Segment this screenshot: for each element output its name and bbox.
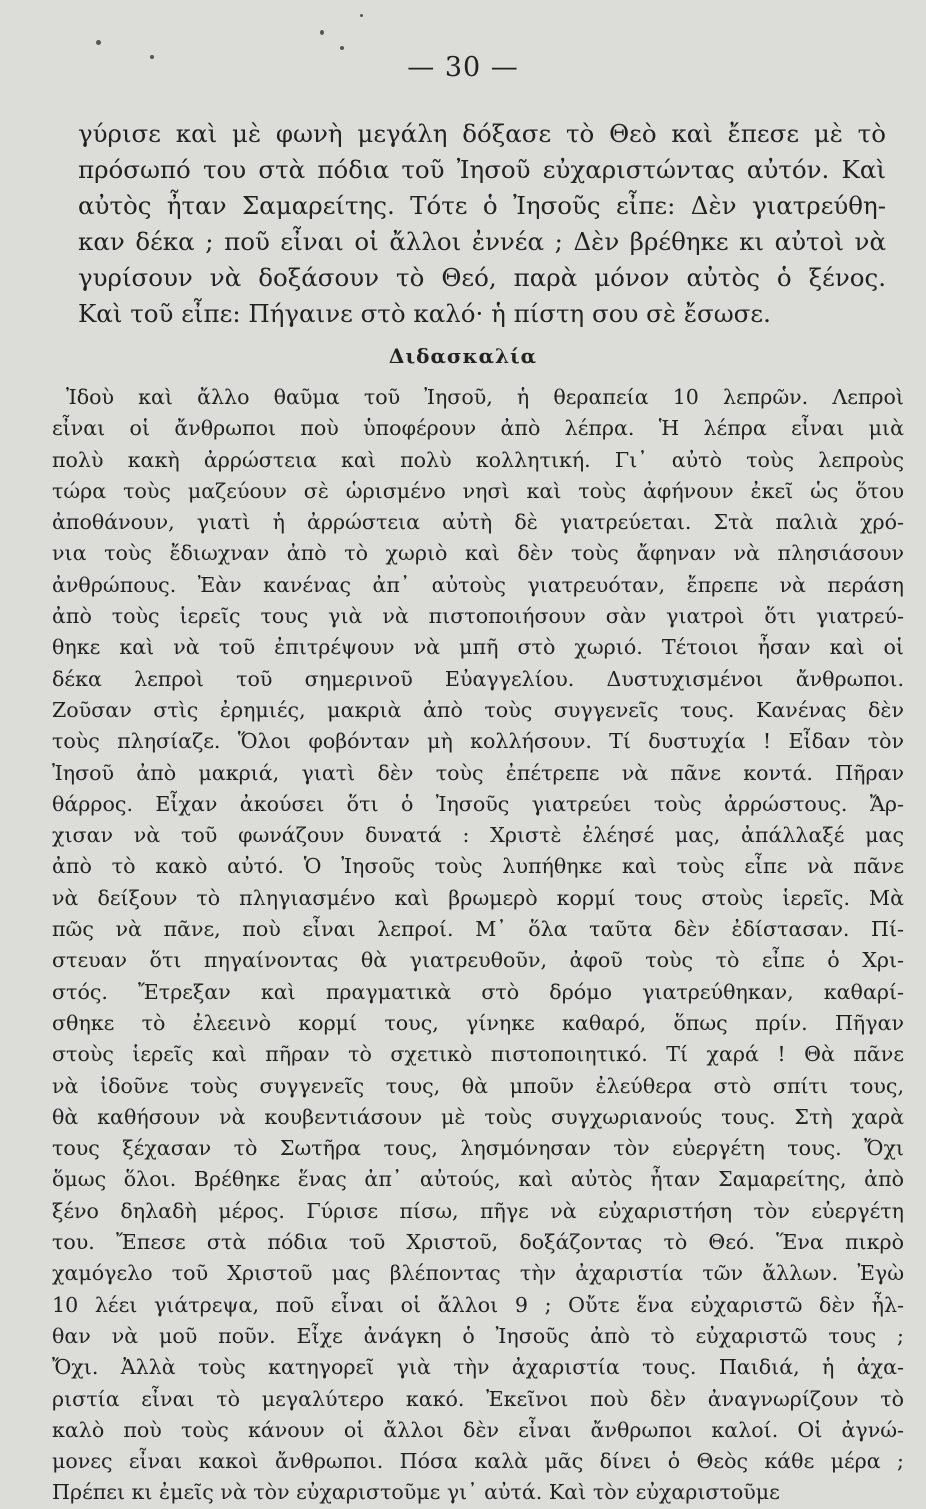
text-line: ἀπὸ τοὺς ἱερεῖς τους γιὰ νὰ πιστοποιήσουν σὰν γιατροὶ ὅτι γιατρεύ- <box>52 604 904 629</box>
text-line: σθηκε τὸ ἐλεεινὸ κορμί τους, γίνηκε καθαρό, ὅπως πρίν. Πῆγαν <box>52 1010 904 1035</box>
text-line: χισαν νὰ τοῦ φωνάζουν δυνατά : Χριστὲ ἐλέησέ μας, ἀπάλλαξέ μας <box>52 823 904 848</box>
text-line: θὰ καθήσουν νὰ κουβεντιάσουν μὲ τοὺς συγχωριανούς τους. Στὴ χαρὰ <box>52 1104 904 1129</box>
print-speck <box>320 30 324 35</box>
text-line: γύρισε καὶ μὲ φωνὴ μεγάλη δόξασε τὸ Θεὸ καὶ ἔπεσε μὲ τὸ <box>78 119 886 148</box>
text-line: αὐτὸς ἦταν Σαμαρείτης. Τότε ὁ Ἰησοῦς εἶπε: Δὲν γιατρεύθη- <box>78 191 886 220</box>
text-line: 10 λέει γιάτρεψα, ποῦ εἶναι οἱ ἄλλοι 9 ; Οὔτε ἕνα εὐχαριστῶ δὲν ἦλ- <box>52 1292 904 1317</box>
text-line: εἶναι οἱ ἄνθρωποι ποὺ ὑποφέρουν ἀπὸ λέπρα. Ἡ λέπρα εἶναι μιὰ <box>52 416 904 441</box>
paragraph-gospel-text <box>78 116 886 332</box>
section-heading: Διδασκαλία <box>388 344 538 368</box>
text-line: Πρέπει κι ἐμεῖς νὰ τὸν εὐχαριστοῦμε γι᾽ αὐτά. Καὶ τὸν εὐχαριστοῦμε <box>52 1480 780 1505</box>
text-line: ἀνθρώπους. Ἐὰν κανένας ἀπ᾽ αὐτοὺς γιατρευόταν, ἔπρεπε νὰ περάση <box>52 572 904 597</box>
text-line: στευαν ὅτι πηγαίνοντας θὰ γιατρευθοῦν, ἀφοῦ τοὺς τὸ εἶπε ὁ Χρι- <box>52 948 904 973</box>
text-line: πῶς νὰ πᾶνε, ποὺ εἶναι λεπροί. Μ᾽ ὅλα ταῦτα δὲν ἐδίστασαν. Πί- <box>52 917 904 942</box>
print-speck <box>150 55 154 59</box>
text-line: τοὺς πλησίαζε. Ὅλοι φοβόνταν μὴ κολλήσουν. Τί δυστυχία ! Εἶδαν τὸν <box>52 729 904 754</box>
text-line: Καὶ τοῦ εἶπε: Πήγαινε στὸ καλό· ἡ πίστη σου σὲ ἔσωσε. <box>78 299 771 328</box>
text-line: καν δέκα ; ποῦ εἶναι οἱ ἄλλοι ἐννέα ; Δὲν βρέθηκε κι αὐτοὶ νὰ <box>78 227 886 256</box>
print-speck <box>340 46 344 50</box>
text-line: Ἰδοὺ καὶ ἄλλο θαῦμα τοῦ Ἰησοῦ, ἡ θεραπεία 10 λεπρῶν. Λεπροὶ <box>66 385 904 409</box>
text-line: χαμόγελο τοῦ Χριστοῦ μας βλέποντας τὴν ἀχαριστία τῶν ἄλλων. Ἐγὼ <box>52 1261 904 1286</box>
text-line: νὰ ἰδοῦνε τοὺς συγγενεῖς τους, θὰ μποῦν ἐλεύθερα στὸ σπίτι τους, <box>52 1073 904 1098</box>
text-line: νια τοὺς ἔδιωχναν ἀπὸ τὸ χωριὸ καὶ δὲν τοὺς ἄφηναν νὰ πλησιάσουν <box>52 541 904 566</box>
text-line: ἀπὸ τὸ κακὸ αὐτό. Ὁ Ἰησοῦς τοὺς λυπήθηκε καὶ τοὺς εἶπε νὰ πᾶνε <box>52 854 904 879</box>
text-line: θηκε καὶ νὰ τοῦ ἐπιτρέψουν νὰ μπῆ στὸ χωριό. Τέτοιοι ἦσαν καὶ οἱ <box>52 635 904 660</box>
text-line: νὰ δείξουν τὸ πληγιασμένο καὶ βρωμερὸ κορμί τους στοὺς ἱερεῖς. Μὰ <box>52 885 904 910</box>
text-line: στός. Ἔτρεξαν καὶ πραγματικὰ στὸ δρόμο γιατρεύθηκαν, καθαρί- <box>52 979 904 1004</box>
page-number: — 30 — <box>407 52 519 83</box>
text-line: πολὺ κακὴ ἀρρώστεια καὶ πολὺ κολλητική. Γι᾽ αὐτὸ τοὺς λεπροὺς <box>52 447 904 472</box>
text-line: ξένο δηλαδὴ μέρος. Γύρισε πίσω, πῆγε νὰ εὐχαριστήση τὸν εὐεργέτη <box>52 1198 904 1223</box>
paragraph-teaching <box>52 382 904 1509</box>
text-line: καλὸ ποὺ τοὺς κάνουν οἱ ἄλλοι δὲν εἶναι ἄνθρωποι καλοί. Οἱ ἀγνώ- <box>52 1417 904 1442</box>
print-speck <box>96 40 101 45</box>
text-line: πρόσωπό του στὰ πόδια τοῦ Ἰησοῦ εὐχαριστώντας αὐτόν. Καὶ <box>78 155 886 184</box>
text-line: του. Ἔπεσε στὰ πόδια τοῦ Χριστοῦ, δοξάζοντας τὸ Θεό. Ἕνα πικρὸ <box>52 1230 904 1255</box>
text-line: Ἰησοῦ ἀπὸ μακριά, γιατὶ δὲν τοὺς ἐπέτρεπε νὰ πᾶνε κοντά. Πῆραν <box>52 760 904 785</box>
text-line: ἀποθάνουν, γιατὶ ἡ ἀρρώστεια αὐτὴ δὲ γιατρεύεται. Στὰ παλιὰ χρό- <box>52 510 904 535</box>
print-speck <box>360 14 363 17</box>
text-line: ὅμως ὅλοι. Βρέθηκε ἕνας ἀπ᾽ αὐτούς, καὶ αὐτὸς ἦταν Σαμαρείτης, ἀπὸ <box>52 1167 904 1192</box>
text-line: τώρα τοὺς μαζεύουν σὲ ὡρισμένο νησὶ καὶ τοὺς ἀφήνουν ἐκεῖ ὡς ὅτου <box>52 478 904 503</box>
text-line: θαν νὰ μοῦ ποῦν. Εἶχε ἀνάγκη ὁ Ἰησοῦς ἀπὸ τὸ εὐχαριστῶ τους ; <box>52 1323 904 1348</box>
text-line: θάρρος. Εἶχαν ἀκούσει ὅτι ὁ Ἰησοῦς γιατρεύει τοὺς ἀρρώστους. Ἄρ- <box>52 791 904 816</box>
text-line: γυρίσουν νὰ δοξάσουν τὸ Θεό, παρὰ μόνον αὐτὸς ὁ ξένος. <box>78 263 886 292</box>
text-line: Ὄχι. Ἀλλὰ τοὺς κατηγορεῖ γιὰ τὴν ἀχαριστία τους. Παιδιά, ἡ ἀχα- <box>52 1355 904 1380</box>
text-line: μονες εἶναι κακοὶ ἄνθρωποι. Πόσα καλὰ μᾶς δίνει ὁ Θεὸς κάθε μέρα ; <box>52 1449 904 1474</box>
text-line: Ζοῦσαν στὶς ἐρημιές, μακριὰ ἀπὸ τοὺς συγγενεῖς τους. Κανένας δὲν <box>52 697 904 722</box>
text-line: τους ξέχασαν τὸ Σωτῆρα τους, λησμόνησαν τὸν εὐεργέτη τους. Ὄχι <box>52 1136 904 1161</box>
text-line: ριστία εἶναι τὸ μεγαλύτερο κακό. Ἐκεῖνοι ποὺ δὲν ἀναγνωρίζουν τὸ <box>52 1386 904 1411</box>
text-line: δέκα λεπροὶ τοῦ σημερινοῦ Εὐαγγελίου. Δυστυχισμένοι ἄνθρωποι. <box>52 666 904 691</box>
text-line: στοὺς ἱερεῖς καὶ πῆραν τὸ σχετικὸ πιστοποιητικό. Τί χαρά ! Θὰ πᾶνε <box>52 1042 904 1067</box>
